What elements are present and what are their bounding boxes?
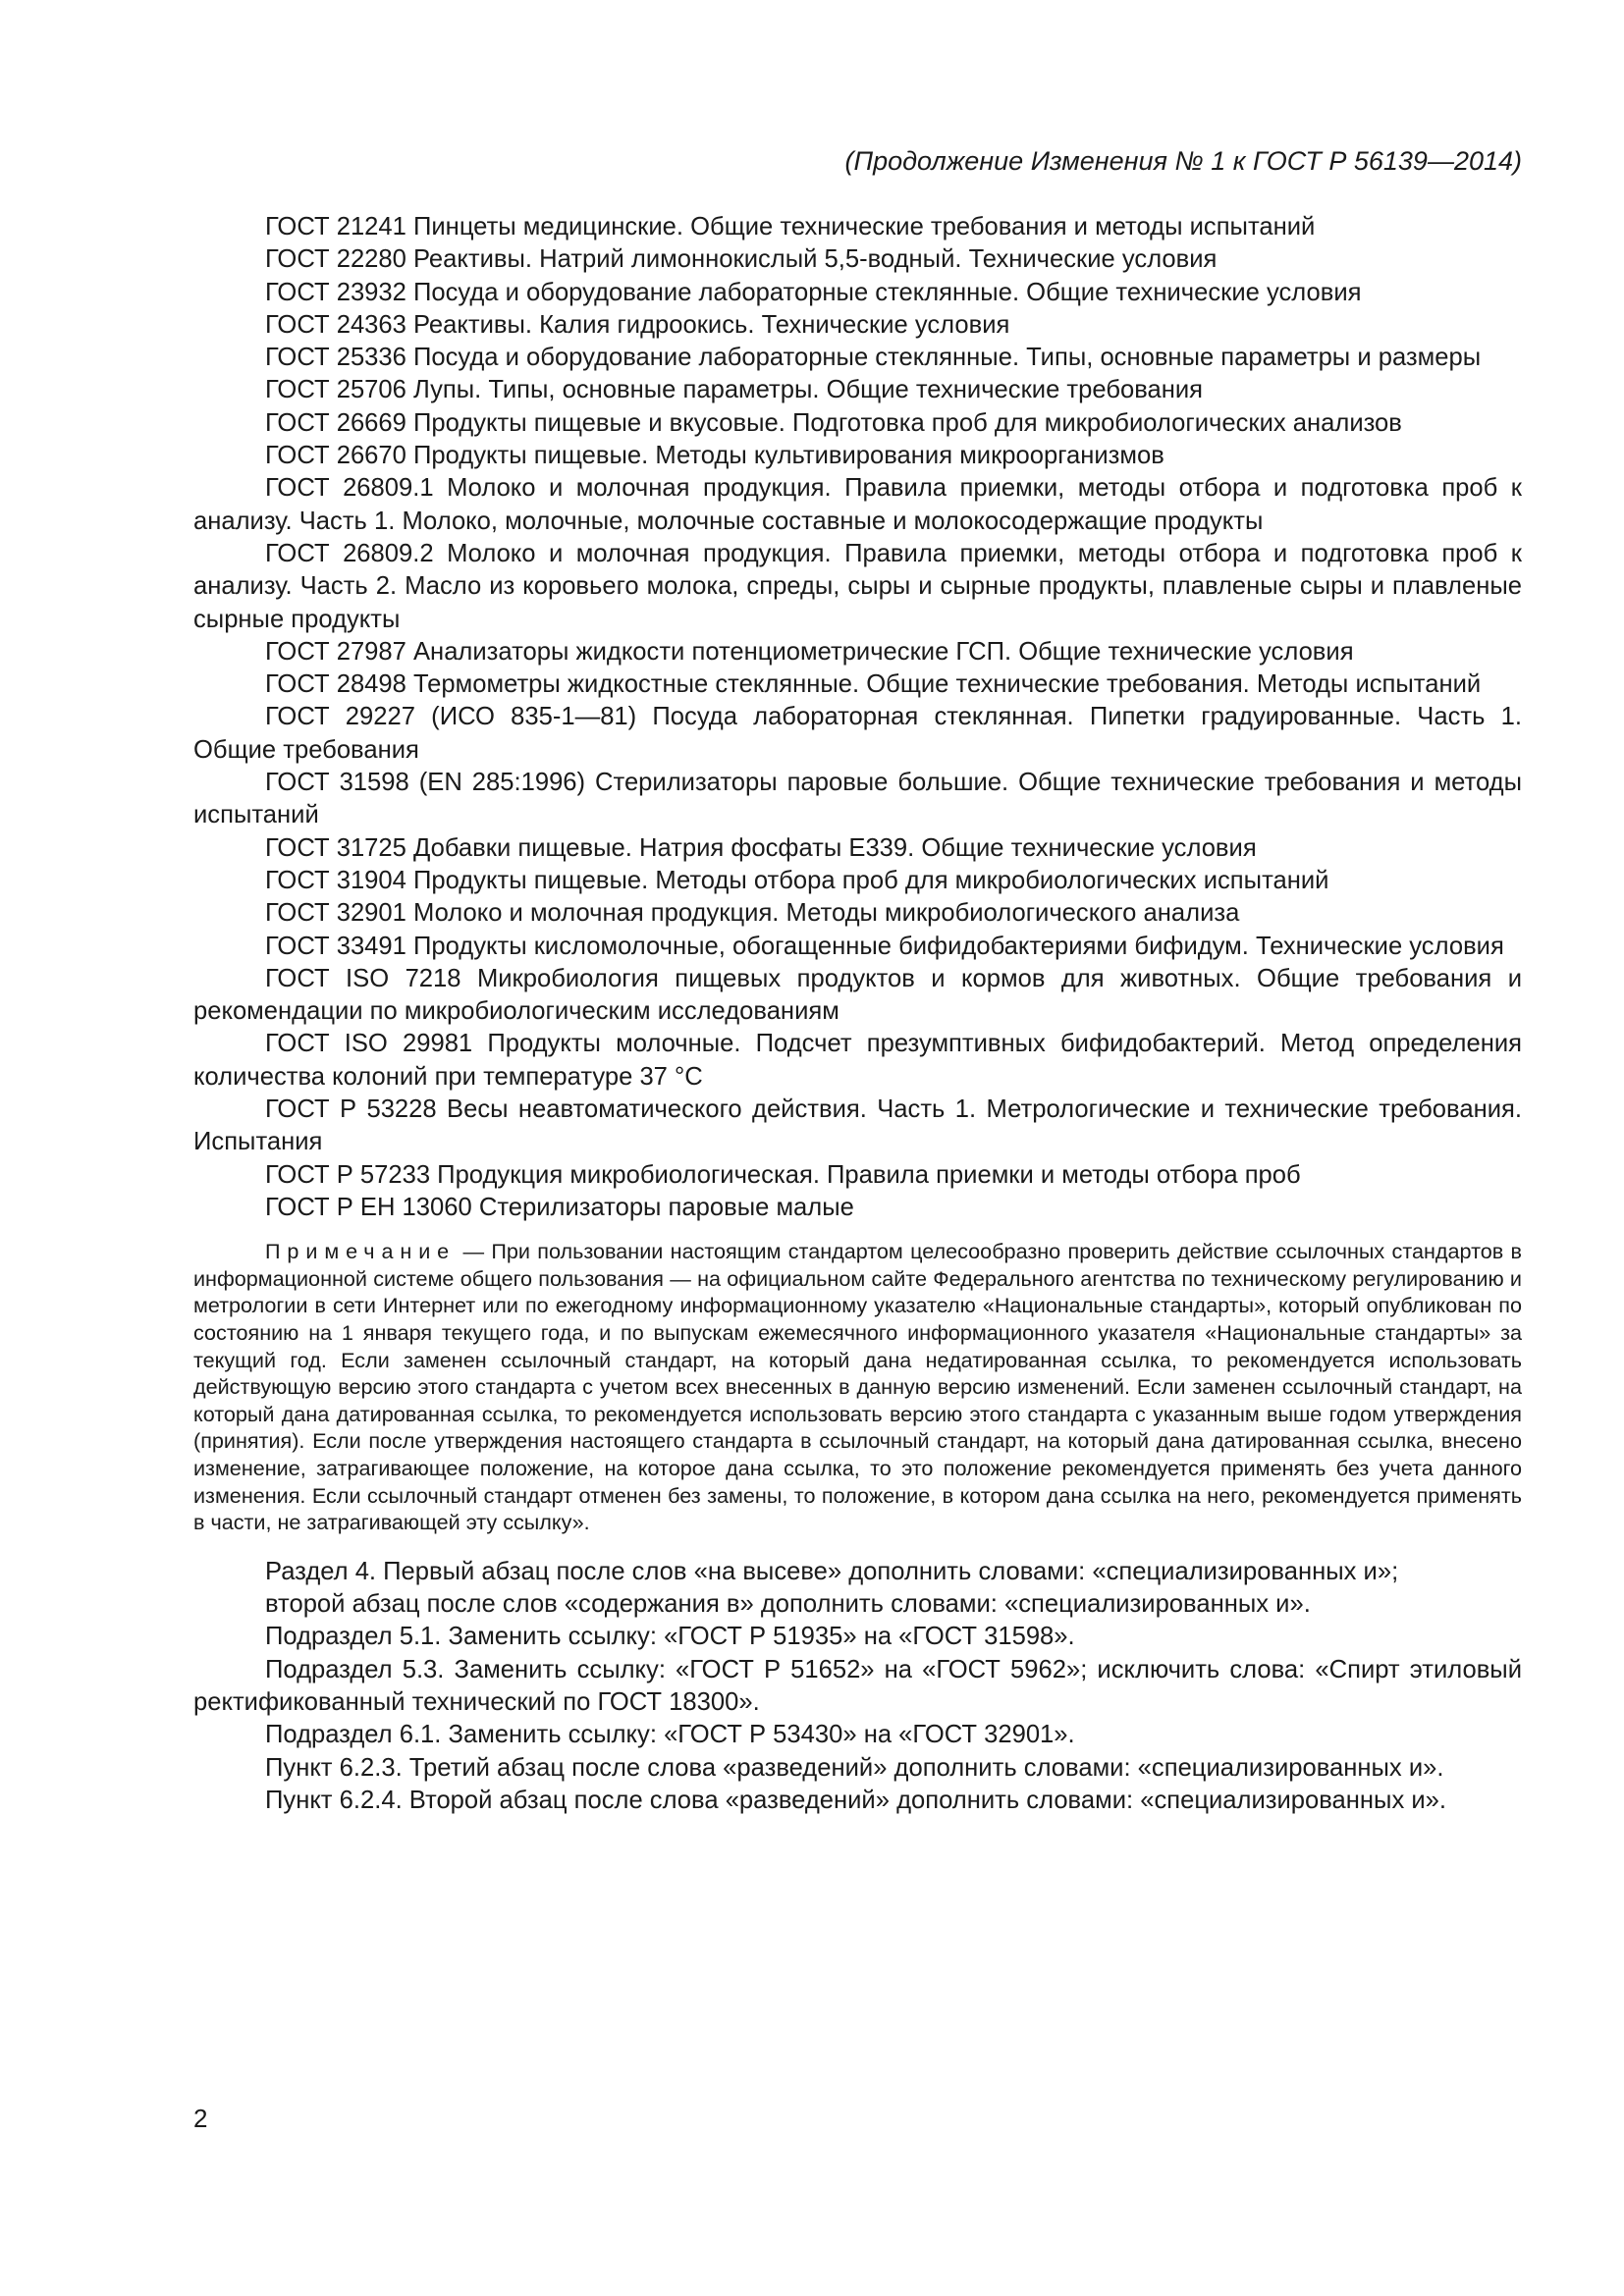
normative-references-list: [193, 211, 1522, 1224]
note-label: Примечание: [265, 1239, 457, 1264]
note-paragraph: [193, 1238, 1522, 1536]
reference-item: ГОСТ 21241 Пинцеты медицинские. Общие технические требования и методы испытаний: [265, 213, 1316, 240]
reference-item: ГОСТ 26670 Продукты пищевые. Методы культивирования микроорганизмов: [265, 442, 1164, 470]
change-item: Подраздел 5.3. Заменить ссылку: «ГОСТ Р 51652» на «ГОСТ 5962»; исключить слова: «Спирт этиловый ректификованный технический по ГОСТ 18300».: [193, 1655, 1522, 1716]
reference-item: ГОСТ 24363 Реактивы. Калия гидроокись. Технические условия: [265, 310, 1010, 339]
change-item: Раздел 4. Первый абзац после слов «на высеве» дополнить словами: «специализированных и»;: [265, 1557, 1399, 1585]
reference-item: ГОСТ 29227 (ИСО 835-1—81) Посуда лабораторная стеклянная. Пипетки градуированные. Часть 1. Общие требования: [193, 703, 1522, 764]
continuation-header: (Продолжение Изменения № 1 к ГОСТ Р 56139—2014): [844, 146, 1522, 176]
change-item: Подраздел 6.1. Заменить ссылку: «ГОСТ Р 53430» на «ГОСТ 32901».: [265, 1721, 1075, 1749]
reference-item: ГОСТ ISO 7218 Микробиология пищевых продуктов и кормов для животных. Общие требования и рекомендации по микробиологическим исследованиям: [193, 964, 1522, 1026]
note-block: [193, 1238, 1522, 1536]
note-dash: —: [456, 1239, 492, 1264]
change-item: Пункт 6.2.3. Третий абзац после слова «разведений» дополнить словами: «специализированных и».: [265, 1753, 1444, 1782]
change-item: Подраздел 5.1. Заменить ссылку: «ГОСТ Р 51935» на «ГОСТ 31598».: [265, 1623, 1075, 1651]
reference-item: ГОСТ Р 57233 Продукция микробиологическая. Правила приемки и методы отбора проб: [265, 1160, 1301, 1189]
document-body: [193, 211, 1522, 1817]
reference-item: ГОСТ 25336 Посуда и оборудование лабораторные стеклянные. Типы, основные параметры и размеры: [265, 344, 1482, 372]
reference-item: ГОСТ 27987 Анализаторы жидкости потенциометрические ГСП. Общие технические условия: [265, 637, 1354, 666]
reference-item: ГОСТ 26669 Продукты пищевые и вкусовые. Подготовка проб для микробиологических анализов: [265, 408, 1402, 437]
reference-item: ГОСТ 32901 Молоко и молочная продукция. Методы микробиологического анализа: [265, 899, 1240, 928]
reference-item: ГОСТ Р ЕН 13060 Стерилизаторы паровые малые: [265, 1193, 854, 1221]
reference-item: ГОСТ 31598 (EN 285:1996) Стерилизаторы паровые большие. Общие технические требования и методы испытаний: [193, 769, 1522, 829]
reference-item: ГОСТ 25706 Лупы. Типы, основные параметры. Общие технические требования: [265, 376, 1204, 404]
change-item: второй абзац после слов «содержания в» дополнить словами: «специализированных и».: [265, 1590, 1311, 1619]
reference-item: ГОСТ 26809.1 Молоко и молочная продукция. Правила приемки, методы отбора и подготовка проб к анализу. Часть 1. Молоко, молочные, молочные составные и молокосодержащие продукты: [193, 474, 1522, 535]
page-number: 2: [193, 2104, 208, 2133]
reference-item: ГОСТ 23932 Посуда и оборудование лабораторные стеклянные. Общие технические условия: [265, 278, 1362, 306]
reference-item: ГОСТ 33491 Продукты кисломолочные, обогащенные бифидобактериями бифидум. Технические условия: [265, 932, 1504, 960]
reference-item: ГОСТ ISO 29981 Продукты молочные. Подсчет презумптивных бифидобактерий. Метод определения количества колоний при температуре 37 °С: [193, 1030, 1522, 1091]
change-item: Пункт 6.2.4. Второй абзац после слова «разведений» дополнить словами: «специализированных и».: [265, 1786, 1447, 1814]
reference-item: ГОСТ 31904 Продукты пищевые. Методы отбора проб для микробиологических испытаний: [265, 866, 1329, 894]
reference-item: ГОСТ 28498 Термометры жидкостные стеклянные. Общие технические требования. Методы испытаний: [265, 670, 1482, 699]
reference-item: ГОСТ Р 53228 Весы неавтоматического действия. Часть 1. Метрологические и технические требования. Испытания: [193, 1095, 1522, 1156]
reference-item: ГОСТ 31725 Добавки пищевые. Натрия фосфаты Е339. Общие технические условия: [265, 833, 1257, 862]
amendment-changes: [193, 1556, 1522, 1817]
note-text: При пользовании настоящим стандартом целесообразно проверить действие ссылочных стандартов в информационной системе общего пользования — на официальном сайте Федерального агентства по техническому регулированию и метрологии в сети Интернет или по ежегодному информационному указателю «Национальные стандарты», который опубликован по состоянию на 1 января текущего года, и по выпускам ежемесячного информационного указателя «Национальные стандарты» за текущий год. Если заменен ссылочный стандарт, на который дана недатированная ссылка, то рекомендуется использовать действующую версию этого стандарта с учетом всех внесенных в данную версию изменений. Если заменен ссылочный стандарт, на который дана датированная ссылка, то рекомендуется использовать версию этого стандарта с указанным выше годом утверждения (принятия). Если после утверждения настоящего стандарта в ссылочный стандарт, на который дана датированная ссылка, внесено изменение, затрагивающее положение, на которое дана ссылка, то это положение рекомендуется применять без учета данного изменения. Если ссылочный стандарт отменен без замены, то положение, в котором дана ссылка на него, рекомендуется применять в части, не затрагивающей эту ссылку».: [193, 1239, 1523, 1535]
reference-item: ГОСТ 22280 Реактивы. Натрий лимоннокислый 5,5-водный. Технические условия: [265, 245, 1218, 274]
reference-item: ГОСТ 26809.2 Молоко и молочная продукция. Правила приемки, методы отбора и подготовка проб к анализу. Часть 2. Масло из коровьего молока, спреды, сыры и сырные продукты, плавленые сыры и плавленые сырные продукты: [193, 539, 1522, 633]
